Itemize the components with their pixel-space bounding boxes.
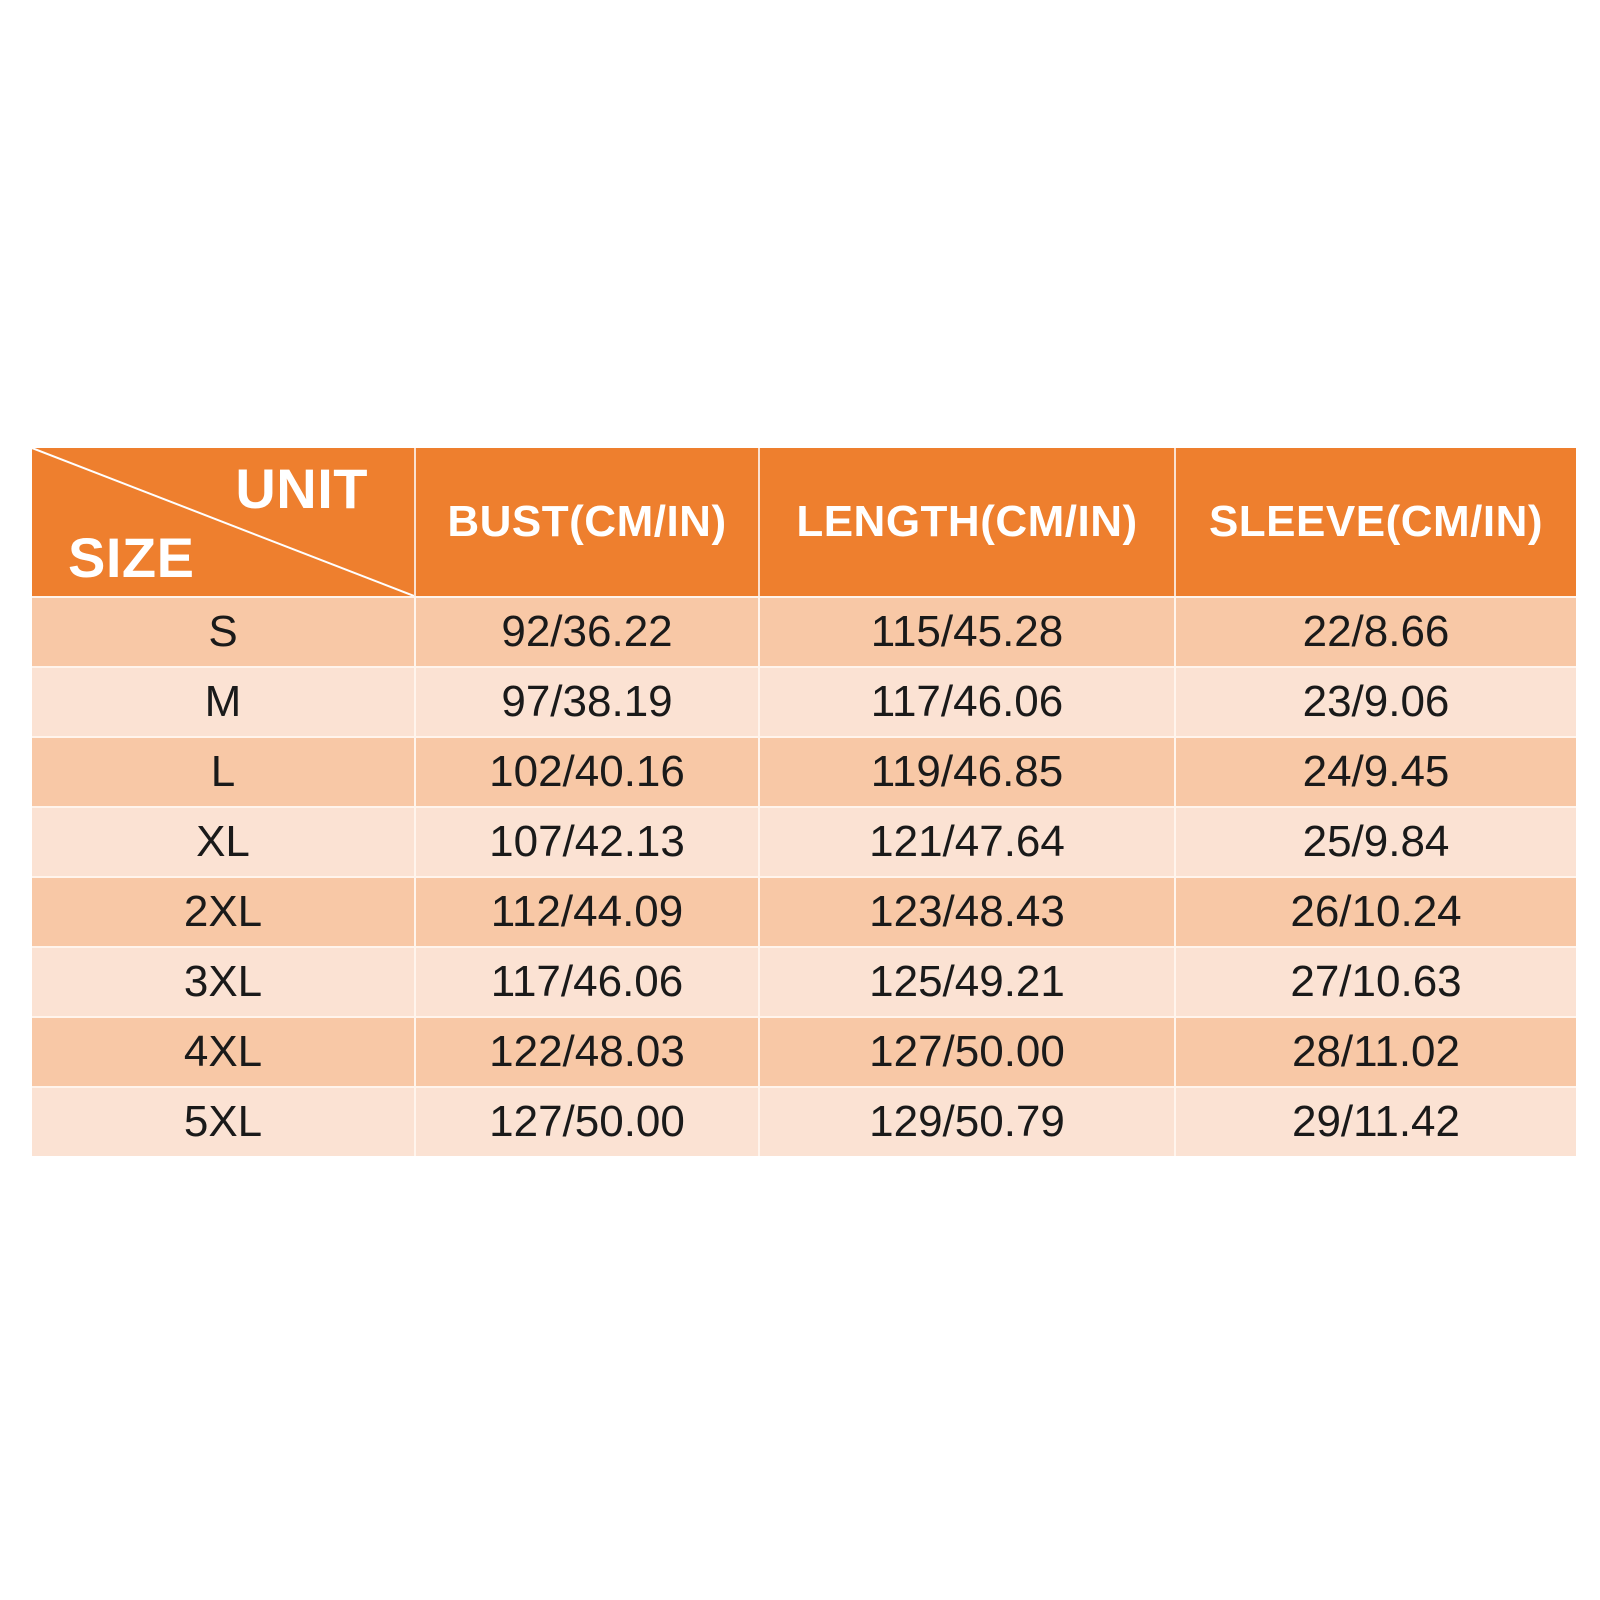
sleeve-cell: 28/11.02: [1174, 1016, 1576, 1086]
table-row: [32, 596, 1576, 666]
bust-cell: 102/40.16: [414, 736, 758, 806]
sleeve-cell: 29/11.42: [1174, 1086, 1576, 1156]
bust-cell: 117/46.06: [414, 946, 758, 1016]
bust-cell: 122/48.03: [414, 1016, 758, 1086]
bust-cell: 97/38.19: [414, 666, 758, 736]
table-row: [32, 946, 1576, 1016]
table-row: [32, 806, 1576, 876]
size-chart-table: [32, 448, 1576, 1156]
bust-cell: 112/44.09: [414, 876, 758, 946]
bust-cell: 92/36.22: [414, 596, 758, 666]
bust-cell: 107/42.13: [414, 806, 758, 876]
column-header-length: LENGTH(CM/IN): [758, 448, 1174, 596]
size-cell: XL: [32, 806, 414, 876]
size-cell: 4XL: [32, 1016, 414, 1086]
length-cell: 127/50.00: [758, 1016, 1174, 1086]
sleeve-cell: 25/9.84: [1174, 806, 1576, 876]
table-row: [32, 666, 1576, 736]
table-row: [32, 876, 1576, 946]
corner-unit-label: UNIT: [235, 457, 368, 520]
corner-size-label: SIZE: [68, 526, 195, 589]
sleeve-cell: 26/10.24: [1174, 876, 1576, 946]
table-row: [32, 1086, 1576, 1156]
sleeve-cell: 27/10.63: [1174, 946, 1576, 1016]
size-cell: S: [32, 596, 414, 666]
sleeve-cell: 22/8.66: [1174, 596, 1576, 666]
corner-header-cell: [32, 448, 414, 596]
size-cell: M: [32, 666, 414, 736]
sleeve-cell: 23/9.06: [1174, 666, 1576, 736]
length-cell: 117/46.06: [758, 666, 1174, 736]
header-row: [32, 448, 1576, 596]
column-header-bust: BUST(CM/IN): [414, 448, 758, 596]
size-cell: L: [32, 736, 414, 806]
length-cell: 129/50.79: [758, 1086, 1174, 1156]
length-cell: 123/48.43: [758, 876, 1174, 946]
size-cell: 5XL: [32, 1086, 414, 1156]
column-header-sleeve: SLEEVE(CM/IN): [1174, 448, 1576, 596]
sleeve-cell: 24/9.45: [1174, 736, 1576, 806]
table-row: [32, 1016, 1576, 1086]
table-row: [32, 736, 1576, 806]
length-cell: 125/49.21: [758, 946, 1174, 1016]
size-cell: 2XL: [32, 876, 414, 946]
size-cell: 3XL: [32, 946, 414, 1016]
length-cell: 115/45.28: [758, 596, 1174, 666]
bust-cell: 127/50.00: [414, 1086, 758, 1156]
length-cell: 119/46.85: [758, 736, 1174, 806]
length-cell: 121/47.64: [758, 806, 1174, 876]
